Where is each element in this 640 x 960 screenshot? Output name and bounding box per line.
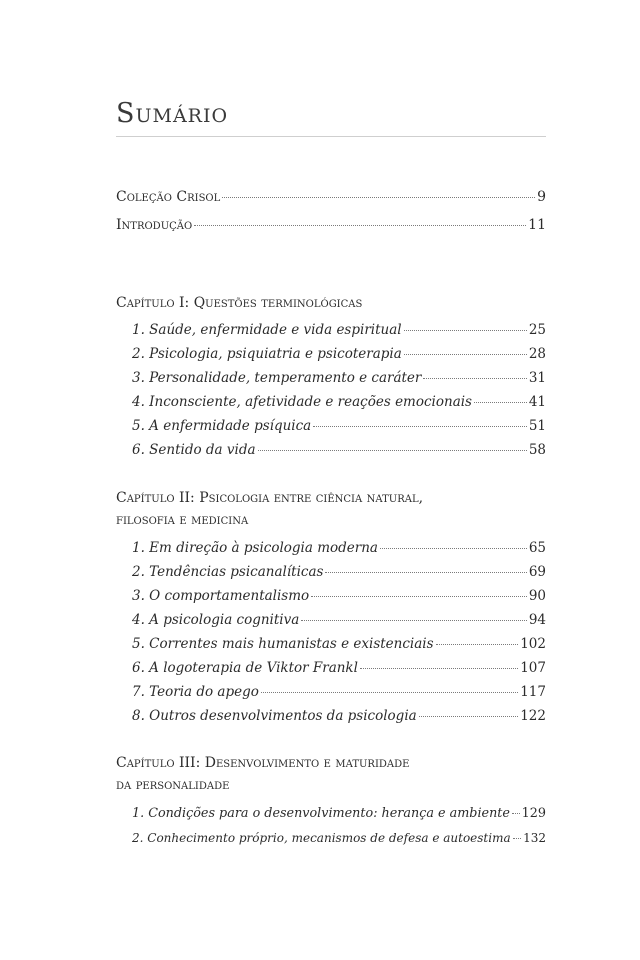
toc-item-label: 6. A logoterapia de Viktor Frankl [132,660,358,676]
toc-item[interactable] [132,563,546,581]
toc-item-page: 129 [521,806,546,821]
toc-item[interactable] [132,345,546,363]
toc-item-page: 41 [528,394,546,410]
toc-item[interactable] [132,829,546,847]
dot-leader [436,644,519,645]
dot-leader [360,668,518,669]
toc-item-page: 69 [528,564,546,580]
toc-entry-label: Coleção Crisol [116,189,221,205]
toc-item[interactable] [132,417,546,435]
dot-leader [380,548,527,549]
dot-leader [194,225,526,226]
toc-item-label: 2. Conhecimento próprio, mecanismos de defesa e autoestima [132,831,511,845]
toc-item-page: 107 [520,660,546,676]
toc-item-label: 1. Saúde, enfermidade e vida espiritual [132,322,402,338]
chapter-heading-2-line1: Capítulo II: Psicologia entre ciência natural, [116,490,424,506]
toc-item[interactable] [132,393,546,411]
dot-leader [311,596,527,597]
toc-item[interactable] [132,587,546,605]
toc-item[interactable] [132,321,546,339]
toc-entry-introducao[interactable] [116,216,546,234]
toc-item[interactable] [132,369,546,387]
dot-leader [419,716,519,717]
toc-item-page: 94 [528,612,546,628]
toc-item-page: 28 [528,346,546,362]
toc-item-label: 5. A enfermidade psíquica [132,418,312,434]
toc-item-label: 3. O comportamentalismo [132,588,310,604]
dot-leader [325,572,526,573]
toc-item-label: 5. Correntes mais humanistas e existenciais [132,636,434,652]
toc-item-page: 25 [528,322,546,338]
toc-item-page: 65 [528,540,546,556]
toc-item-page: 117 [520,684,546,700]
title-divider [116,136,546,137]
toc-item[interactable] [132,539,546,557]
dot-leader [404,354,527,355]
chapter-heading-1: Capítulo I: Questões terminológicas [116,295,363,311]
dot-leader [404,330,527,331]
toc-item-label: 3. Personalidade, temperamento e caráter [132,370,422,386]
toc-item-label: 2. Psicologia, psiquiatria e psicoterapia [132,346,402,362]
toc-item-label: 4. Inconsciente, afetividade e reações emocionais [132,394,472,410]
dot-leader [222,197,535,198]
toc-item-label: 1. Em direção à psicologia moderna [132,540,378,556]
toc-entry-page: 9 [537,189,546,205]
chapter-heading-2-line2: filosofia e medicina [116,512,249,528]
dot-leader [474,402,527,403]
toc-item-label: 6. Sentido da vida [132,442,256,458]
toc-item-page: 58 [528,442,546,458]
toc-item[interactable] [132,707,546,725]
chapter-heading-3-line1: Capítulo III: Desenvolvimento e maturidade [116,755,410,771]
page-title: Sumário [116,98,229,129]
chapter-heading-3-line2: da personalidade [116,777,230,793]
dot-leader [301,620,527,621]
toc-entry-page: 11 [528,217,546,233]
toc-item-page: 51 [528,418,546,434]
toc-item-label: 7. Teoria do apego [132,684,259,700]
toc-item-page: 31 [528,370,546,386]
toc-entry-colecao[interactable] [116,188,546,206]
dot-leader [423,378,526,379]
dot-leader [258,450,527,451]
dot-leader [512,813,520,814]
toc-entry-label: Introdução [116,217,193,233]
toc-item-page: 122 [520,708,546,724]
toc-item[interactable] [132,659,546,677]
toc-item[interactable] [132,635,546,653]
toc-item-label: 8. Outros desenvolvimentos da psicologia [132,708,417,724]
toc-item-page: 90 [528,588,546,604]
toc-item[interactable] [132,611,546,629]
dot-leader [313,426,527,427]
toc-item[interactable] [132,805,546,823]
dot-leader [513,838,521,839]
toc-item[interactable] [132,441,546,459]
toc-item-label: 4. A psicologia cognitiva [132,612,300,628]
dot-leader [261,692,518,693]
toc-item-page: 102 [520,636,546,652]
toc-item-page: 132 [523,831,546,845]
toc-item-label: 1. Condições para o desenvolvimento: herança e ambiente [132,806,510,821]
toc-item[interactable] [132,683,546,701]
toc-item-label: 2. Tendências psicanalíticas [132,564,324,580]
